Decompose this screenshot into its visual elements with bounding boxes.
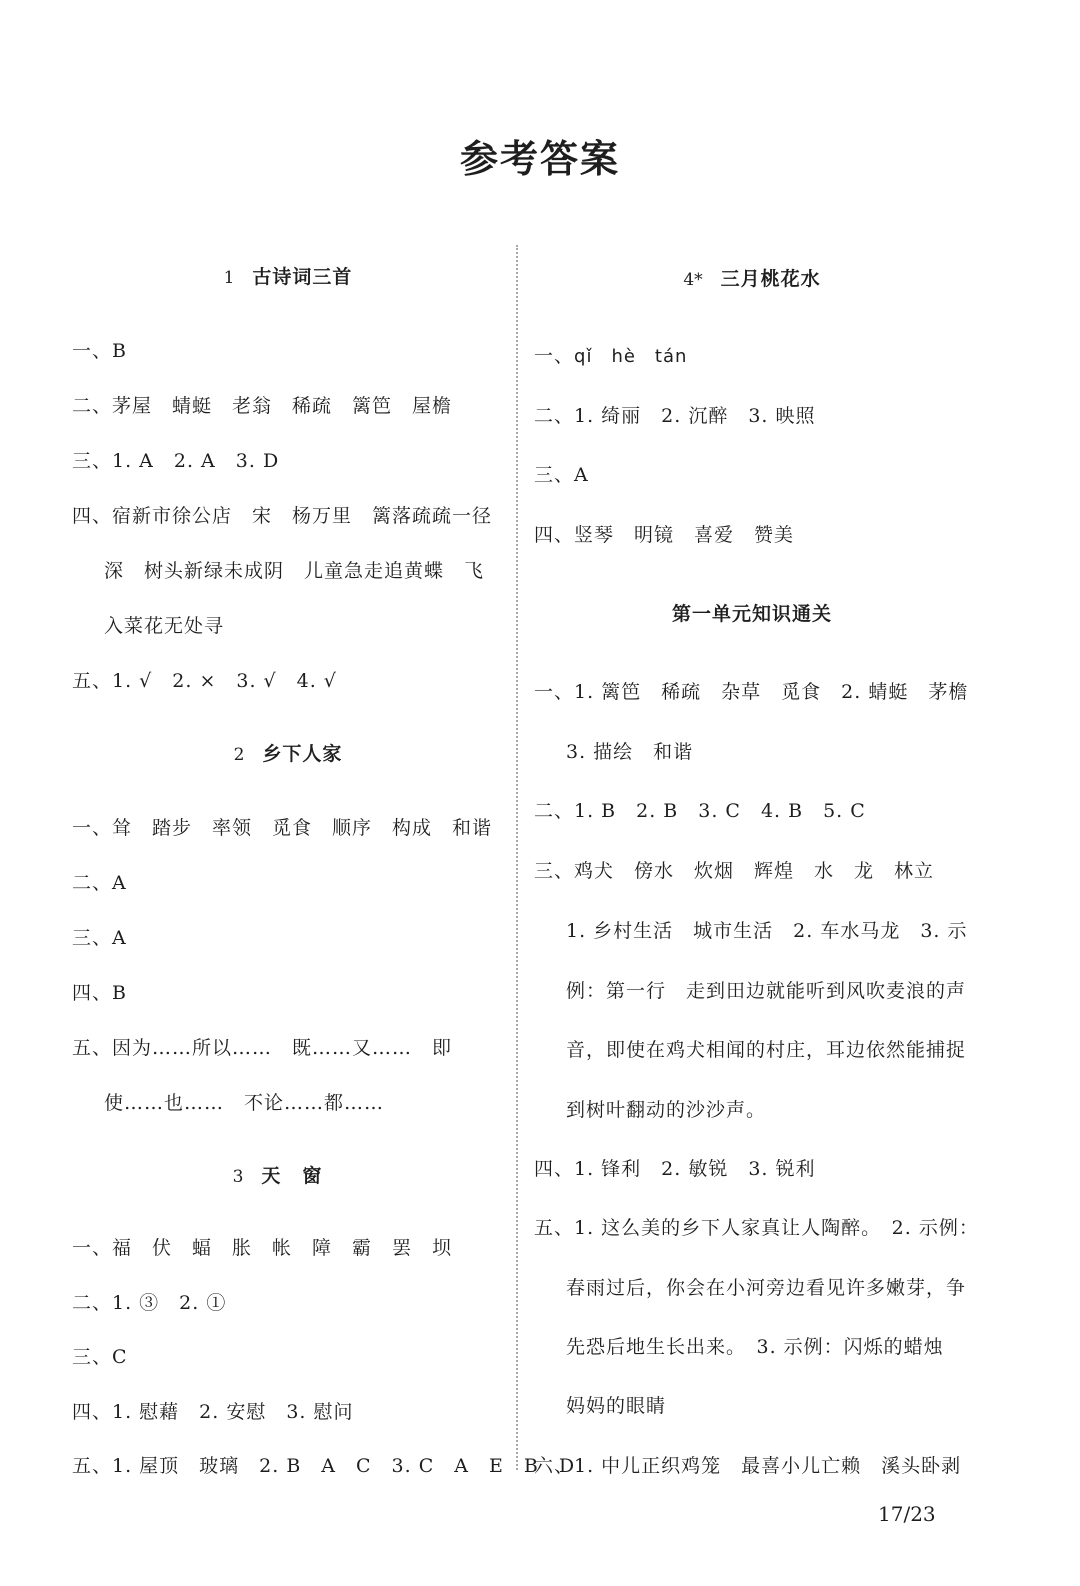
section-heading-2 [72, 739, 504, 766]
answer-line: 五、1. √ 2. × 3. √ 4. √ [72, 670, 337, 692]
answer-line: 入菜花无处寻 [104, 615, 225, 637]
answer-line: 二、1. B 2. B 3. C 4. B 5. C [534, 800, 866, 822]
section-number: 4* [683, 270, 703, 290]
section-title: 三月桃花水 [720, 268, 821, 290]
answer-line: 四、1. 锋利 2. 敏锐 3. 锐利 [534, 1158, 816, 1180]
page-number: 17/23 [878, 1502, 936, 1526]
answer-line: 一、耸 踏步 率领 觅食 顺序 构成 和谐 [72, 817, 493, 839]
answer-line: 先恐后地生长出来。 3. 示例：闪烁的蜡烛 [566, 1336, 944, 1358]
answer-line: 五、1. 这么美的乡下人家真让人陶醉。 2. 示例： [534, 1217, 979, 1239]
answer-line: 一、1. 篱笆 稀疏 杂草 觅食 2. 蜻蜓 茅檐 [534, 681, 969, 703]
answer-line: 三、C [72, 1346, 128, 1368]
answer-line: 四、竖琴 明镜 喜爱 赞美 [534, 524, 795, 546]
column-divider [516, 245, 518, 1470]
section-number: 2 [233, 745, 245, 765]
pinyin-text: qǐ hè tán [574, 346, 688, 367]
section-number: 1 [223, 268, 235, 288]
section-title: 古诗词三首 [252, 266, 353, 288]
answer-line: 使……也…… 不论……都…… [104, 1092, 385, 1114]
section-title: 天窗 [261, 1165, 344, 1187]
answer-line: 三、A [72, 927, 127, 949]
answer-line: 妈妈的眼睛 [566, 1395, 667, 1417]
section-heading-4 [534, 264, 970, 291]
section-number: 3 [232, 1167, 244, 1187]
answer-line: 三、A [534, 464, 589, 486]
answer-line: 二、1. ③ 2. ① [72, 1292, 227, 1314]
answer-line: 到树叶翻动的沙沙声。 [566, 1099, 767, 1121]
section-title: 乡下人家 [262, 743, 343, 765]
answer-line: 音，即使在鸡犬相闻的村庄，耳边依然能捕捉 [566, 1039, 967, 1061]
answer-line: 五、因为……所以…… 既……又…… 即 [72, 1037, 453, 1059]
answer-line-pinyin [534, 341, 687, 368]
answer-line: 春雨过后，你会在小河旁边看见许多嫩芽，争 [566, 1277, 967, 1299]
section-heading-3 [72, 1161, 504, 1188]
answer-line: 一、福 伏 蝠 胀 帐 障 霸 罢 坝 [72, 1237, 453, 1259]
answer-line: 六、1. 中儿正织鸡笼 最喜小儿亡赖 溪头卧剥 [534, 1455, 962, 1477]
answer-line: 二、茅屋 蜻蜓 老翁 稀疏 篱笆 屋檐 [72, 395, 453, 417]
answer-line: 三、1. A 2. A 3. D [72, 450, 280, 472]
page-title: 参考答案 [459, 136, 620, 181]
answer-line: 一、B [72, 340, 127, 362]
answer-line: 例：第一行 走到田边就能听到风吹麦浪的声 [566, 980, 967, 1002]
answer-line: 四、宿新市徐公店 宋 杨万里 篱落疏疏一径 [72, 505, 493, 527]
answer-line: 三、鸡犬 傍水 炊烟 辉煌 水 龙 林立 [534, 860, 935, 882]
answer-line: 二、A [72, 872, 127, 894]
answer-line: 1. 乡村生活 城市生活 2. 车水马龙 3. 示 [566, 920, 968, 942]
section-heading-5 [534, 599, 970, 626]
answer-line: 四、B [72, 982, 127, 1004]
answer-line: 二、1. 绮丽 2. 沉醉 3. 映照 [534, 405, 816, 427]
answer-line: 五、1. 屋顶 玻璃 2. B A C 3. C A E B D [72, 1455, 576, 1477]
section-heading-1 [72, 262, 504, 289]
answer-prefix: 一、 [534, 345, 575, 367]
answer-line: 3. 描绘 和谐 [566, 741, 694, 763]
answer-line: 深 树头新绿未成阴 儿童急走追黄蝶 飞 [104, 560, 485, 582]
section-title: 第一单元知识通关 [671, 603, 832, 625]
answer-line: 四、1. 慰藉 2. 安慰 3. 慰问 [72, 1401, 354, 1423]
